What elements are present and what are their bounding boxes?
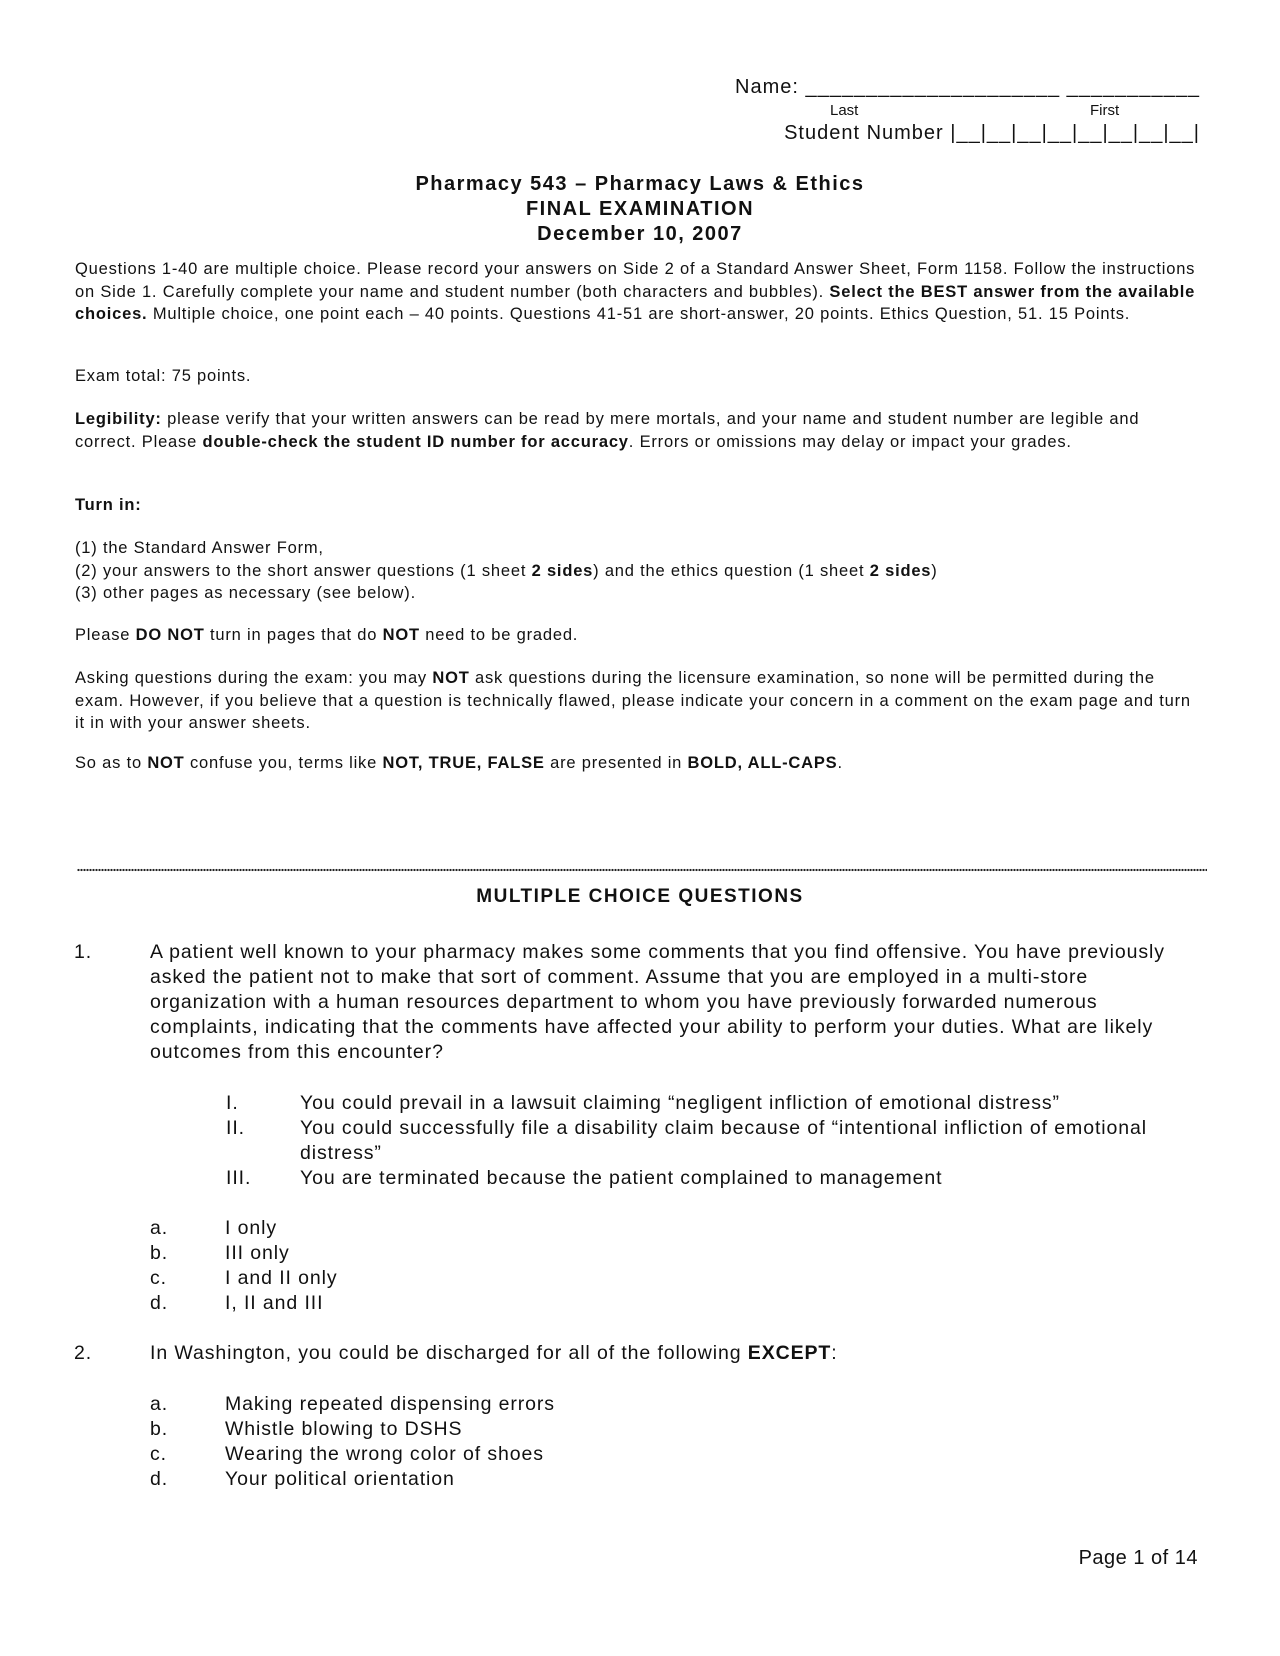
- exam-total: Exam total: 75 points.: [75, 367, 252, 385]
- soas-c: confuse you, terms like: [184, 754, 383, 772]
- first-name-label: First: [1090, 102, 1120, 119]
- two-sides-bold: 2 sides: [531, 561, 594, 580]
- roman-text: You are terminated because the patient complained to management: [300, 1167, 943, 1189]
- roman-label: III.: [226, 1167, 252, 1189]
- option-text: I and II only: [225, 1267, 338, 1289]
- points-text: Multiple choice, one point each – 40 points. Questions 41-51 are short-answer, 20 points. Ethics Question, 51. 15 Points.: [147, 305, 1131, 323]
- donot-d: NOT: [382, 626, 420, 644]
- option-label: a.: [150, 1217, 169, 1239]
- instructions-paragraph: [75, 258, 1205, 326]
- instructions-text: Questions 1-40 are multiple choice. Please record your answers on Side 2 of a Standard Answer Sheet, Form 1158. Follow the instructions on Side 1. Carefully complete your name and student number (both characters and bubbles).: [75, 260, 1196, 301]
- option-text: Wearing the wrong color of shoes: [225, 1443, 544, 1465]
- turn-in-item-2: [75, 560, 1205, 583]
- donot-c: turn in pages that do: [204, 626, 383, 644]
- turn-in-item-3: (3) other pages as necessary (see below).: [75, 584, 416, 602]
- turn-in-list: [75, 537, 1205, 605]
- page-number: Page 1 of 14: [1078, 1547, 1198, 1569]
- name-field-line: Name: _____________________ ___________: [735, 76, 1200, 98]
- option-label: c.: [150, 1443, 167, 1465]
- option-label: b.: [150, 1242, 169, 1264]
- exam-title-block: [0, 172, 1280, 247]
- turn-in-2-end: ): [931, 561, 938, 580]
- option-text: I, II and III: [225, 1292, 324, 1314]
- donot-b: DO NOT: [135, 626, 205, 644]
- course-title: Pharmacy 543 – Pharmacy Laws & Ethics: [415, 173, 865, 195]
- option-text: III only: [225, 1242, 290, 1264]
- option-label: c.: [150, 1267, 167, 1289]
- legibility-label: Legibility:: [75, 410, 162, 428]
- option-text: Whistle blowing to DSHS: [225, 1418, 463, 1440]
- turn-in-item-1: (1) the Standard Answer Form,: [75, 539, 324, 557]
- roman-label: I.: [226, 1092, 239, 1114]
- soas-f: BOLD, ALL-CAPS: [687, 754, 838, 772]
- roman-label: II.: [226, 1117, 245, 1139]
- caps-note-paragraph: [75, 752, 1205, 775]
- option-text: Your political orientation: [225, 1468, 455, 1490]
- student-number-line: Student Number |__|__|__|__|__|__|__|__|: [784, 122, 1200, 144]
- id-check-note: double-check the student ID number for accuracy: [202, 432, 629, 451]
- asking-c: ask questions during the licensure examination, so none will be permitted during the exam. However, if you believe that a question is technically flawed, please indicate your concern in a comment on the exam page and turn it in with your answer sheets.: [75, 669, 1191, 732]
- soas-d: NOT, TRUE, FALSE: [382, 754, 545, 772]
- q2-colon: :: [831, 1342, 838, 1364]
- turn-in-2-mid: ) and the ethics question (1 sheet: [593, 561, 870, 580]
- soas-g: .: [837, 754, 843, 772]
- turn-in-section: [75, 494, 1205, 517]
- roman-text: You could prevail in a lawsuit claiming “negligent infliction of emotional distress”: [300, 1092, 1060, 1114]
- dotted-divider: [77, 868, 1207, 872]
- option-text: I only: [225, 1217, 278, 1239]
- legibility-text: please verify that your written answers can be read by mere mortals, and your name and student number are legible and correct. Please: [75, 410, 1140, 451]
- roman-text: You could successfully file a disability claim because of “intentional infliction of emotional distress”: [300, 1117, 1147, 1164]
- asking-a: Asking questions during the exam: you may: [75, 669, 433, 687]
- asking-questions-paragraph: [75, 667, 1205, 735]
- turn-in-2-text: (2) your answers to the short answer questions (1 sheet: [75, 561, 532, 580]
- exam-title: FINAL EXAMINATION: [525, 198, 755, 220]
- option-label: d.: [150, 1468, 169, 1490]
- soas-a: So as to: [75, 754, 148, 772]
- soas-e: are presented in: [544, 754, 688, 772]
- donot-e: need to be graded.: [419, 626, 579, 644]
- question-number: 1.: [74, 941, 93, 963]
- question-text: A patient well known to your pharmacy makes some comments that you find offensive. You have previously asked the patient not to make that sort of comment. Assume that you are employed in a multi-store organization with a human resources department to whom you have previously forwarded numerous complaints, indicating that the comments have affected your ability to perform your duties. What are likely outcomes from this encounter?: [150, 941, 1165, 1063]
- turn-in-label: Turn in:: [75, 496, 142, 514]
- except-bold: EXCEPT: [747, 1342, 832, 1364]
- section-title: MULTIPLE CHOICE QUESTIONS: [476, 886, 804, 907]
- do-not-paragraph: [75, 624, 1205, 647]
- last-name-label: Last: [830, 102, 859, 119]
- option-label: b.: [150, 1418, 169, 1440]
- option-label: a.: [150, 1393, 169, 1415]
- option-label: d.: [150, 1292, 169, 1314]
- donot-a: Please: [75, 626, 136, 644]
- option-text: Making repeated dispensing errors: [225, 1393, 555, 1415]
- best-answer-note: Select the BEST answer from the available choices.: [75, 282, 1196, 323]
- legibility-paragraph: [75, 408, 1205, 453]
- two-sides-bold-2: 2 sides: [869, 561, 932, 580]
- question-text: [150, 1341, 1210, 1366]
- soas-b: NOT: [147, 754, 185, 772]
- legibility-tail: . Errors or omissions may delay or impact your grades.: [628, 432, 1072, 451]
- question-number: 2.: [74, 1342, 93, 1364]
- exam-date: December 10, 2007: [537, 223, 743, 245]
- q2-text: In Washington, you could be discharged for all of the following: [150, 1342, 748, 1364]
- asking-b: NOT: [432, 669, 470, 687]
